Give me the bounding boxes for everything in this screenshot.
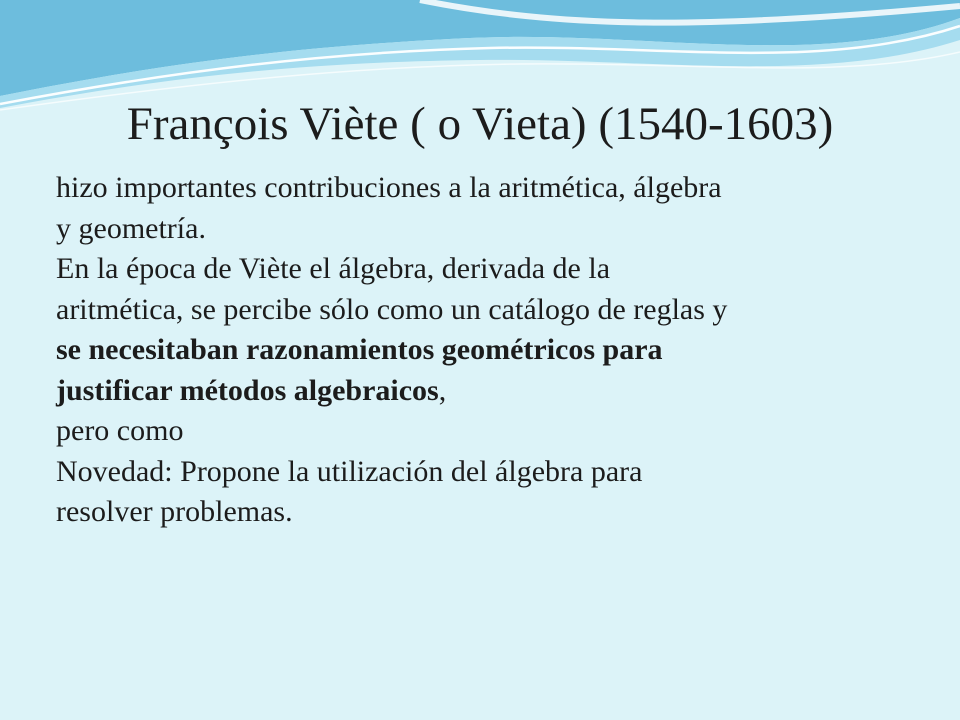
body-line-tail: , — [438, 373, 447, 407]
body-line: aritmética, se percibe sólo como un catálogo de reglas y — [56, 292, 728, 326]
body-line: Novedad: Propone la utilización del álgebra para — [56, 454, 643, 488]
body-line: y geometría. — [56, 211, 206, 245]
slide-body-text — [56, 168, 906, 533]
body-line-mixed — [56, 371, 906, 412]
body-line-bold-segment: justificar métodos algebraicos — [56, 373, 439, 407]
body-line: pero como — [56, 414, 184, 447]
body-line: En la época de Viète el álgebra, derivada de la — [56, 252, 611, 285]
body-line: resolver problemas. — [56, 495, 293, 528]
body-line: hizo importantes contribuciones a la aritmética, álgebra — [56, 171, 722, 204]
slide-title: François Viète ( o Vieta) (1540-1603) — [126, 98, 834, 150]
body-line-bold: se necesitaban razonamientos geométricos para — [56, 333, 663, 366]
